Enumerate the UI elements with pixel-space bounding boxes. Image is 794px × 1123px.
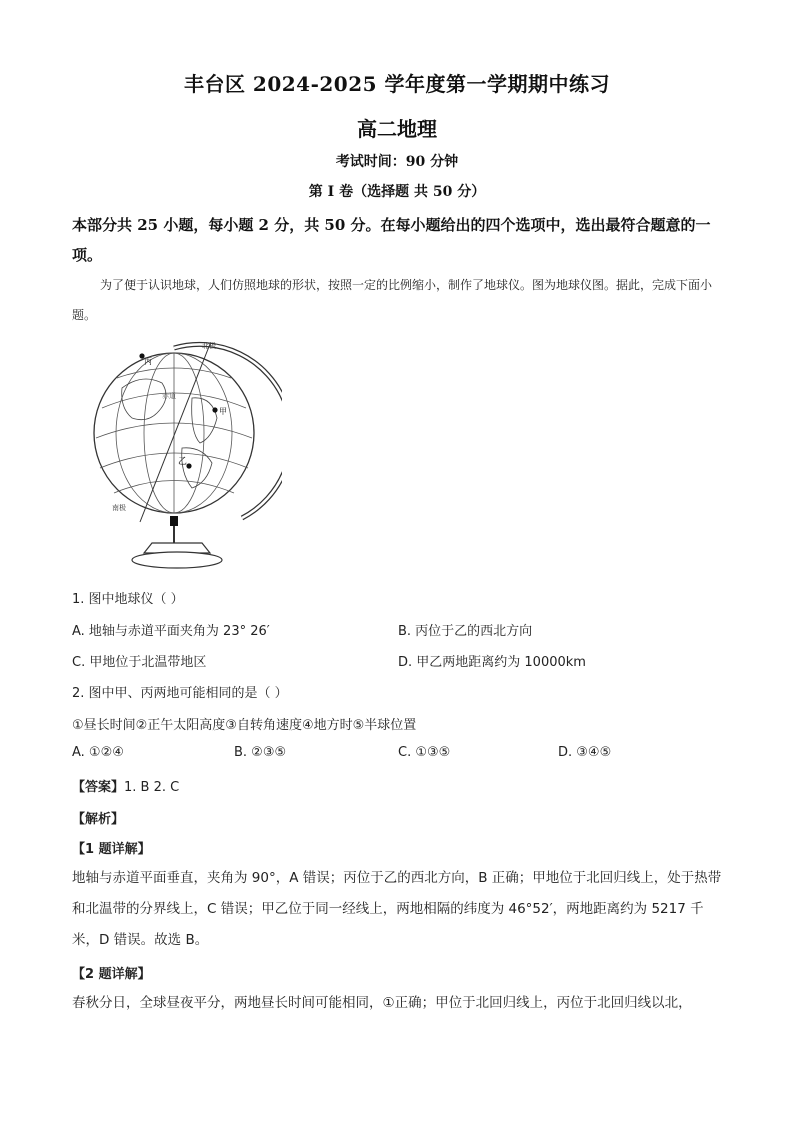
point-a-label: 甲 xyxy=(219,407,227,416)
point-c-label: 丙 xyxy=(144,357,152,366)
q2-option-a: A. ①②④ xyxy=(72,745,124,760)
analysis-label: 【解析】 xyxy=(72,812,125,827)
answer-text: 1. B 2. C xyxy=(124,780,180,795)
q1-option-a: A. 地轴与赤道平面夹角为 23° 26′ xyxy=(72,624,270,639)
subject-title: 高二地理 xyxy=(357,117,437,141)
south-pole-label: 南极 xyxy=(112,504,126,512)
q2-option-d: D. ③④⑤ xyxy=(558,745,612,760)
answer-line xyxy=(72,776,179,795)
q1-option-d: D. 甲乙两地距离约为 10000km xyxy=(398,655,586,670)
q2-option-c: C. ①③⑤ xyxy=(398,745,451,760)
q1-option-b: B. 丙位于乙的西北方向 xyxy=(398,624,533,639)
q2-option-b: B. ②③⑤ xyxy=(234,745,287,760)
north-pole-label: 北极 xyxy=(202,342,216,350)
detail-2-label: 【2 题详解】 xyxy=(72,967,151,982)
page-title: 丰台区 2024-2025 学年度第一学期期中练习 xyxy=(183,72,611,96)
answer-label: 【答案】 xyxy=(72,780,125,795)
detail-1-label: 【1 题详解】 xyxy=(72,842,151,857)
question-2-stem: 2. 图中甲、丙两地可能相同的是（ ） xyxy=(72,686,288,701)
passage: 为了便于认识地球，人们仿照地球的形状，按照一定的比例缩小，制作了地球仪。图为地球仪图。据此，完成下面小题。 xyxy=(72,278,713,322)
detail-2-text: 春秋分日，全球昼夜平分，两地昼长时间可能相同，①正确；甲位于北回归线上，丙位于北回归线以北， xyxy=(72,995,692,1011)
detail-1-text: 地轴与赤道平面垂直，夹角为 90°，A 错误；丙位于乙的西北方向，B 正确；甲地位于北回归线上，处于热带和北温带的分界线上，C 错误；甲乙位于同一经线上，两地相隔的纬度为 46°52′，两地距离约为 5217 千米，D 错误。故选 B。 xyxy=(72,870,722,948)
question-2-items: ①昼长时间②正午太阳高度③自转角速度④地方时⑤半球位置 xyxy=(72,718,417,733)
point-b-label: 乙 xyxy=(178,457,188,467)
question-1-stem: 1. 图中地球仪（ ） xyxy=(72,592,184,607)
equator-label: 赤道 xyxy=(162,392,176,400)
section-heading: 第 I 卷（选择题 共 50 分） xyxy=(308,184,486,200)
exam-time: 考试时间：90 分钟 xyxy=(335,154,459,170)
instructions: 本部分共 25 小题，每小题 2 分，共 50 分。在每小题给出的四个选项中，选出最符合题意的一项。 xyxy=(72,216,711,264)
q1-option-c: C. 甲地位于北温带地区 xyxy=(72,655,207,670)
globe-figure xyxy=(92,338,282,578)
